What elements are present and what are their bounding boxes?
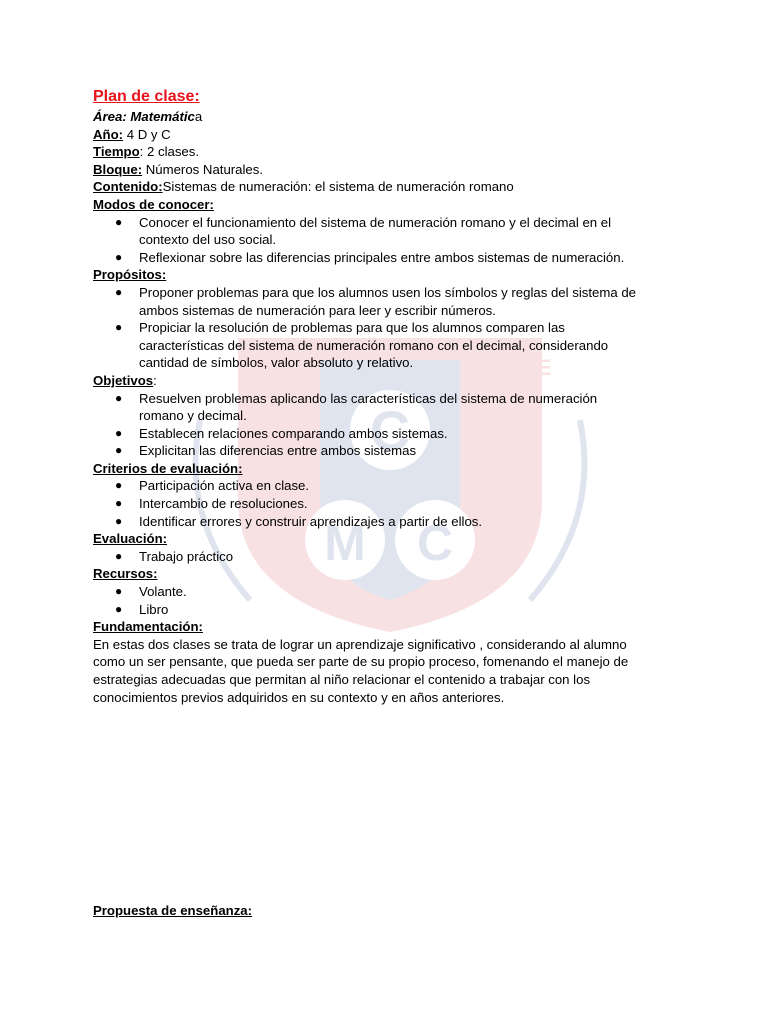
- list-item: ● Explicitan las diferencias entre ambos sistemas: [115, 443, 417, 459]
- list-item-continuation: contexto del uso social.: [139, 232, 277, 248]
- bullet-icon: ●: [115, 443, 123, 458]
- area-label: Área: Matemátic: [93, 109, 195, 124]
- tiempo-label: Tiempo: [93, 144, 140, 160]
- crest-letter-left: M: [324, 515, 366, 571]
- anio-value: 4 D y C: [123, 126, 171, 142]
- tiempo-value: : 2 clases.: [139, 144, 200, 160]
- list-item: ● Establecen relaciones comparando ambos sistemas.: [115, 425, 448, 441]
- criterios-heading: [93, 460, 683, 478]
- propuesta-label: Propuesta de enseñanza:: [93, 903, 253, 919]
- crest-letter-top: C: [369, 399, 411, 462]
- contenido-label: Contenido:: [93, 179, 163, 195]
- crest-letter-right: C: [416, 515, 454, 571]
- contenido-value: Sistemas de numeración: el sistema de numeración romano: [162, 179, 514, 195]
- list-item-continuation: características del sistema de numeración romano con el decimal, considerando: [139, 337, 609, 353]
- list-item-continuation: romano y decimal.: [139, 408, 247, 424]
- criterios-list: [93, 477, 683, 530]
- anio-line: [93, 126, 683, 144]
- recursos-list: [93, 583, 683, 618]
- evaluacion-label: Evaluación:: [93, 531, 168, 547]
- list-item-continuation: ambos sistemas de numeración para leer y escribir números.: [139, 302, 496, 318]
- bullet-icon: ●: [115, 513, 123, 528]
- modos-heading: [93, 196, 683, 214]
- area-label-tail: a: [194, 109, 203, 124]
- crest-arc-text: L CANE: [470, 355, 552, 380]
- bullet-icon: ●: [115, 584, 123, 599]
- document-title: Plan de clase:: [93, 88, 200, 105]
- list-item: ● Reflexionar sobre las diferencias principales entre ambos sistemas de numeración.: [115, 249, 625, 265]
- list-item: ● Propiciar la resolución de problemas para que los alumnos comparen las: [115, 320, 565, 336]
- list-item: ● Participación activa en clase.: [115, 478, 310, 494]
- list-item-continuation: cantidad de símbolos, valor absoluto y relativo.: [139, 355, 414, 371]
- bullet-icon: ●: [115, 425, 123, 440]
- modos-list: [93, 214, 683, 267]
- list-item: ● Resuelven problemas aplicando las características del sistema de numeración: [115, 390, 598, 406]
- evaluacion-heading: [93, 530, 683, 548]
- list-item: ● Identificar errores y construir aprendizajes a partir de ellos.: [115, 513, 483, 529]
- contenido-line: [93, 178, 683, 196]
- anio-label: Año:: [93, 126, 124, 142]
- list-item: ● Libro: [115, 601, 169, 617]
- recursos-heading: [93, 565, 683, 583]
- propositos-label: Propósitos:: [93, 267, 167, 283]
- bullet-icon: ●: [115, 601, 123, 616]
- bullet-icon: ●: [115, 284, 123, 299]
- list-item: ● Intercambio de resoluciones.: [115, 496, 308, 512]
- bullet-icon: ●: [115, 320, 123, 335]
- criterios-label: Criterios de evaluación:: [93, 460, 243, 476]
- fundamentacion-label: Fundamentación:: [93, 619, 203, 635]
- blank-space: [93, 706, 683, 902]
- bullet-icon: ●: [115, 249, 123, 264]
- area-line: [93, 108, 683, 126]
- bloque-label: Bloque:: [93, 161, 143, 177]
- bullet-icon: ●: [115, 548, 123, 563]
- objetivos-list: [93, 390, 683, 460]
- bullet-icon: ●: [115, 496, 123, 511]
- list-item: ● Volante.: [115, 584, 187, 600]
- bullet-icon: ●: [115, 214, 123, 229]
- list-item: ● Trabajo práctico: [115, 548, 234, 564]
- tiempo-line: [93, 143, 683, 161]
- evaluacion-list: [93, 548, 683, 566]
- bloque-line: [93, 161, 683, 179]
- fundamentacion-heading: [93, 618, 683, 636]
- modos-label: Modos de conocer:: [93, 196, 214, 212]
- bloque-value: Números Naturales.: [142, 161, 264, 177]
- bullet-icon: ●: [115, 478, 123, 493]
- bullet-icon: ●: [115, 390, 123, 405]
- list-item: ● Proponer problemas para que los alumnos usen los símbolos y reglas del sistema de: [115, 284, 636, 300]
- propositos-heading: [93, 266, 683, 284]
- list-item: ● Conocer el funcionamiento del sistema de numeración romano y el decimal en el: [115, 214, 612, 230]
- objetivos-label: Objetivos: [93, 372, 154, 388]
- lesson-plan-document: [93, 86, 683, 920]
- recursos-label: Recursos:: [93, 566, 158, 582]
- propuesta-heading: [93, 902, 683, 920]
- objetivos-heading: Objetivos:: [93, 372, 157, 388]
- fundamentacion-paragraph: En estas dos clases se trata de lograr un aprendizaje significativo , considerando al alumno como un ser pensante, que pueda ser parte de su propio proceso, fomenando el manejo de estrategias adecuadas que permitan al niño relacionar el contenido a trabajar con los conocimientos previos adquiridos en su contexto y en años anteriores.: [93, 636, 629, 705]
- propositos-list: [93, 284, 683, 372]
